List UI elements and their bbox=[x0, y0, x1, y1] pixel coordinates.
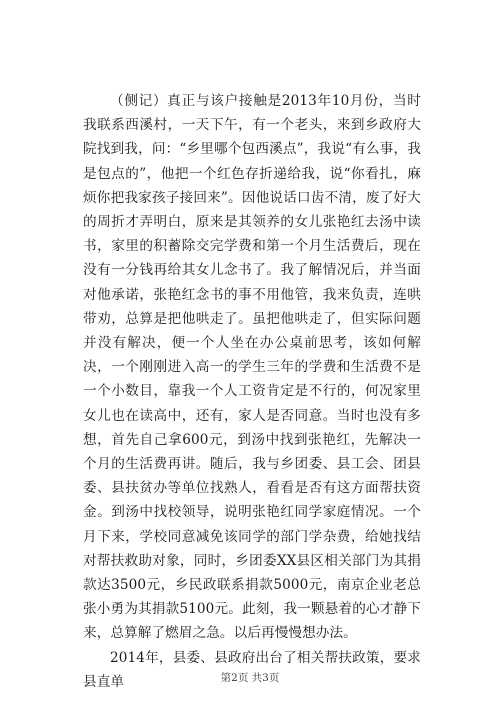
page-number: 第2页 共3页 bbox=[220, 672, 280, 684]
document-body bbox=[83, 89, 421, 694]
paragraph-sidenote: （侧记）真正与该户接触是2013年10月份，当时我联系西溪村，一天下午，有一个老头，来到乡政府大院找到我，问：“乡里哪个包西溪点”，我说“有么事，我是包点的”，他把一个红色存折递给我，说“你看扎，麻烦你把我家孩子接回来”。因他说话口齿不清，废了好大的周折才弄明白，原来是其领养的女儿张艳红去汤中读书，家里的积蓄除交完学费和第一个月生活费后，现在没有一分钱再给其女儿念书了。我了解情况后，并当面对他承诺，张艳红念书的事不用他管，我来负责，连哄带劝，总算是把他哄走了。虽把他哄走了，但实际问题并没有解决，便一个人坐在办公桌前思考，该如何解决，一个刚刚进入高一的学生三年的学费和生活费不是一个小数目，靠我一个人工资肯定是不行的，何况家里女儿也在读高中，还有，家人是否同意。当时也没有多想，首先自己拿600元，到汤中找到张艳红，先解决一个月的生活费再讲。随后，我与乡团委、县工会、团县委、县扶贫办等单位找熟人，看看是否有这方面帮扶资金。到汤中找校领导，说明张艳红同学家庭情况。一个月下来，学校同意减免该同学的部门学杂费，给她找结对帮扶救助对象，同时，乡团委XX县区相关部门为其捐款达3500元，乡民政联系捐款5000元，南京企业老总张小勇为其捐款5100元。此刻，我一颗悬着的心才静下来，总算解了燃眉之急。以后再慢慢想办法。 bbox=[83, 93, 421, 642]
page-footer bbox=[0, 670, 500, 685]
paragraph-2014: 2014年，县委、县政府出台了相关帮扶政策，要求县直单 bbox=[83, 649, 421, 690]
